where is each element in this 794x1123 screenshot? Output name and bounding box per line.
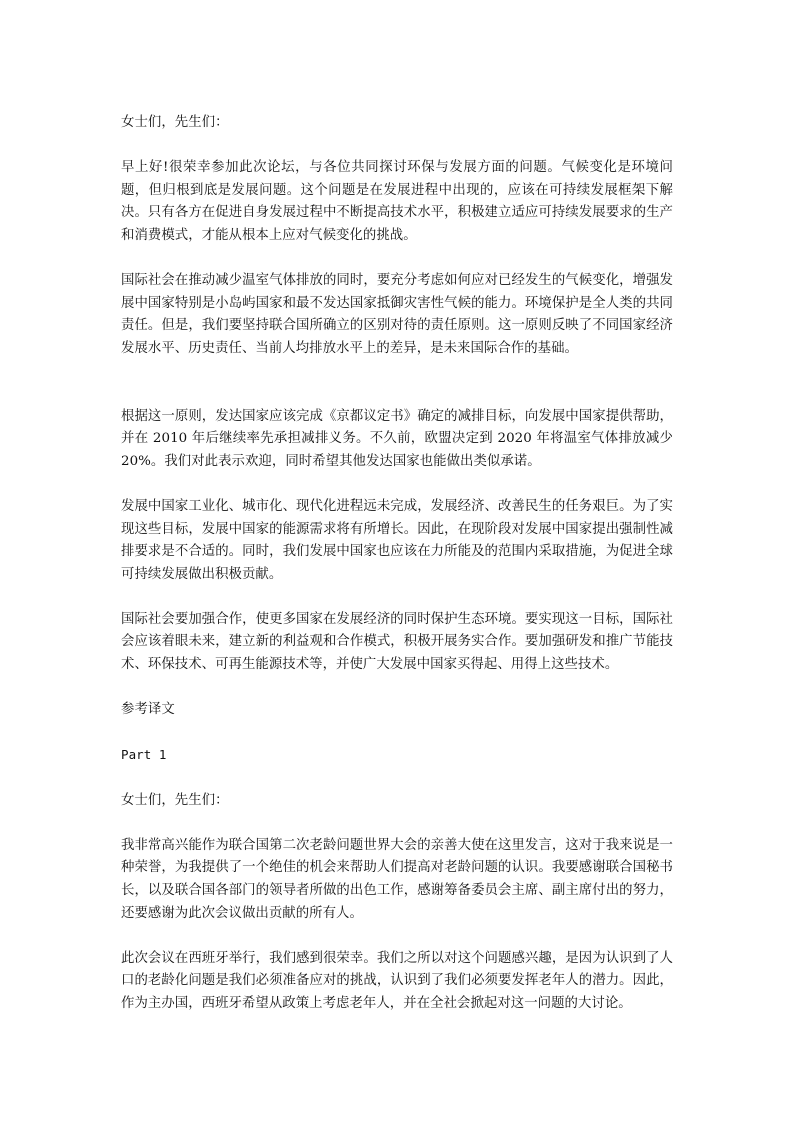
part-label: Part 1 [121,747,167,763]
greeting-translation: 女士们，先生们： [121,792,229,808]
greeting: 女士们，先生们： [121,115,229,130]
paragraph-kyoto: 根据这一原则，发达国家应该完成《京都议定书》确定的减排目标，向发展中国家提供帮助，并在 2010 年后继续率先承担减排义务。不久前，欧盟决定到 2020 年将温室气体排放减少 20%。我们对此表示欢迎，同时希望其他发达国家也能做出类似承诺。 [121,408,673,469]
paragraph-opening: 早上好!很荣幸参加此次论坛，与各位共同探讨环保与发展方面的问题。气候变化是环境问题，但归根到底是发展问题。这个问题是在发展进程中出现的，应该在可持续发展框架下解决。只有各方在促进自身发展过程中不断提高技术水平，积极建立适应可持续发展要求的生产和消费模式，才能从根本上应对气候变化的挑战。 [121,160,673,243]
paragraph-spain: 此次会议在西班牙举行，我们感到很荣幸。我们之所以对这个问题感兴趣，是因为认识到了人口的老龄化问题是我们必须准备应对的挑战，认识到了我们必须要发挥老年人的潜力。因此，作为主办国，西班牙希望从政策上考虑老年人，并在全社会掀起对这一问题的大讨论。 [121,950,673,1011]
paragraph-ambassador: 我非常高兴能作为联合国第二次老龄问题世界大会的亲善大使在这里发言，这对于我来说是一种荣誉，为我提供了一个绝佳的机会来帮助人们提高对老龄问题的认识。我要感谢联合国秘书长，以及联合国各部门的领导者所做的出色工作，感谢筹备委员会主席、副主席付出的努力，还要感谢为此次会议做出贡献的所有人。 [121,837,673,921]
document-body [121,112,673,1016]
paragraph-responsibility: 国际社会在推动减少温室气体排放的同时，要充分考虑如何应对已经发生的气候变化，增强发展中国家特别是小岛屿国家和最不发达国家抵御灾害性气候的能力。环境保护是全人类的共同责任。但是，我们要坚持联合国所确立的区别对待的责任原则。这一原则反映了不同国家经济发展水平、历史责任、当前人均排放水平上的差异，是未来国际合作的基础。 [121,273,673,356]
section-heading-reference-translation: 参考译文 [121,702,175,718]
paragraph-developing-countries: 发展中国家工业化、城市化、现代化进程远未完成，发展经济、改善民生的任务艰巨。为了实现这些目标，发展中国家的能源需求将有所增长。因此，在现阶段对发展中国家提出强制性减排要求是不合适的。同时，我们发展中国家也应该在力所能及的范围内采取措施，为促进全球可持续发展做出积极贡献。 [121,498,673,582]
paragraph-cooperation: 国际社会要加强合作，使更多国家在发展经济的同时保护生态环境。要实现这一目标，国际社会应该着眼未来，建立新的利益观和合作模式，积极开展务实合作。要加强研发和推广节能技术、环保技术、可再生能源技术等，并使广大发展中国家买得起、用得上这些技术。 [121,611,673,673]
